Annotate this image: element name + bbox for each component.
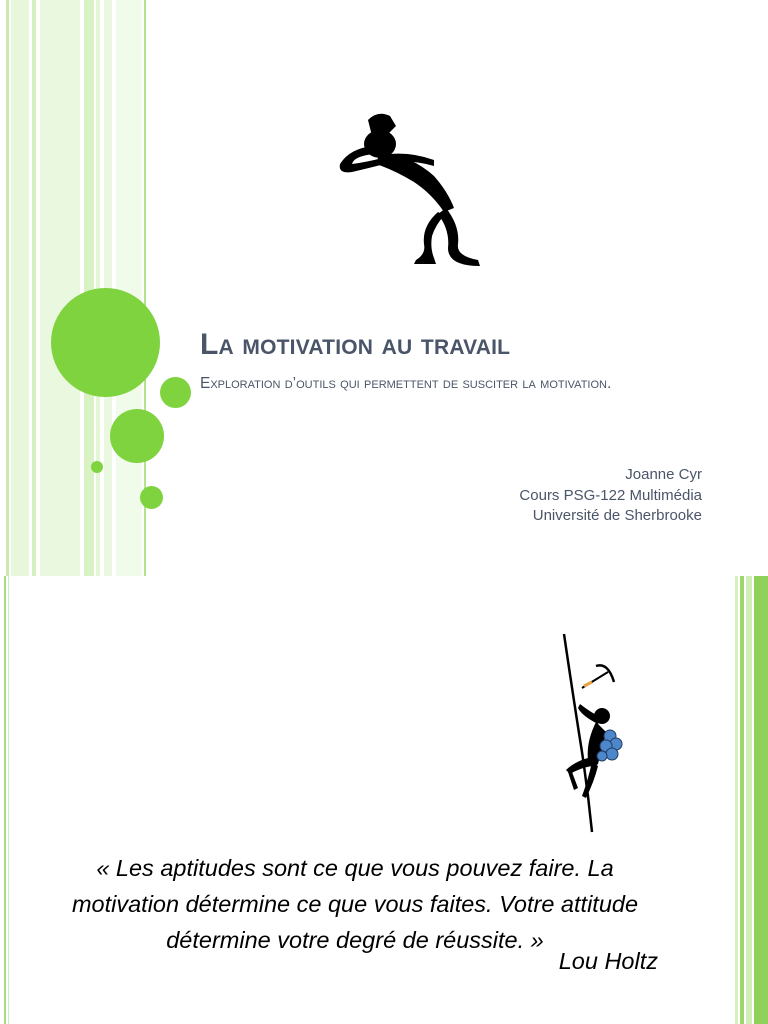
quote-author: Lou Holtz [558, 948, 658, 974]
green-circle [140, 486, 163, 509]
university-name: Université de Sherbrooke [532, 507, 702, 524]
thinking-figure-icon [330, 108, 490, 273]
course-name: Cours PSG-122 Multimédia [519, 486, 702, 504]
author-block [519, 465, 702, 527]
slide-subtitle: Exploration d’outils qui permettent de susciter la motivation. [200, 375, 612, 392]
quote-slide [0, 576, 768, 1024]
small-green-circle [91, 461, 103, 473]
green-circle [160, 377, 191, 408]
author-name: Joanne Cyr [625, 466, 702, 483]
slide-title: La motivation au travail [200, 328, 511, 361]
climber-icon [552, 632, 632, 837]
quote-text: « Les aptitudes sont ce que vous pouvez faire. La motivation détermine ce que vous faites. Votre attitude détermine votre degré de réussite. » [71, 855, 639, 953]
green-circle [110, 409, 164, 463]
large-green-circle [51, 288, 160, 397]
